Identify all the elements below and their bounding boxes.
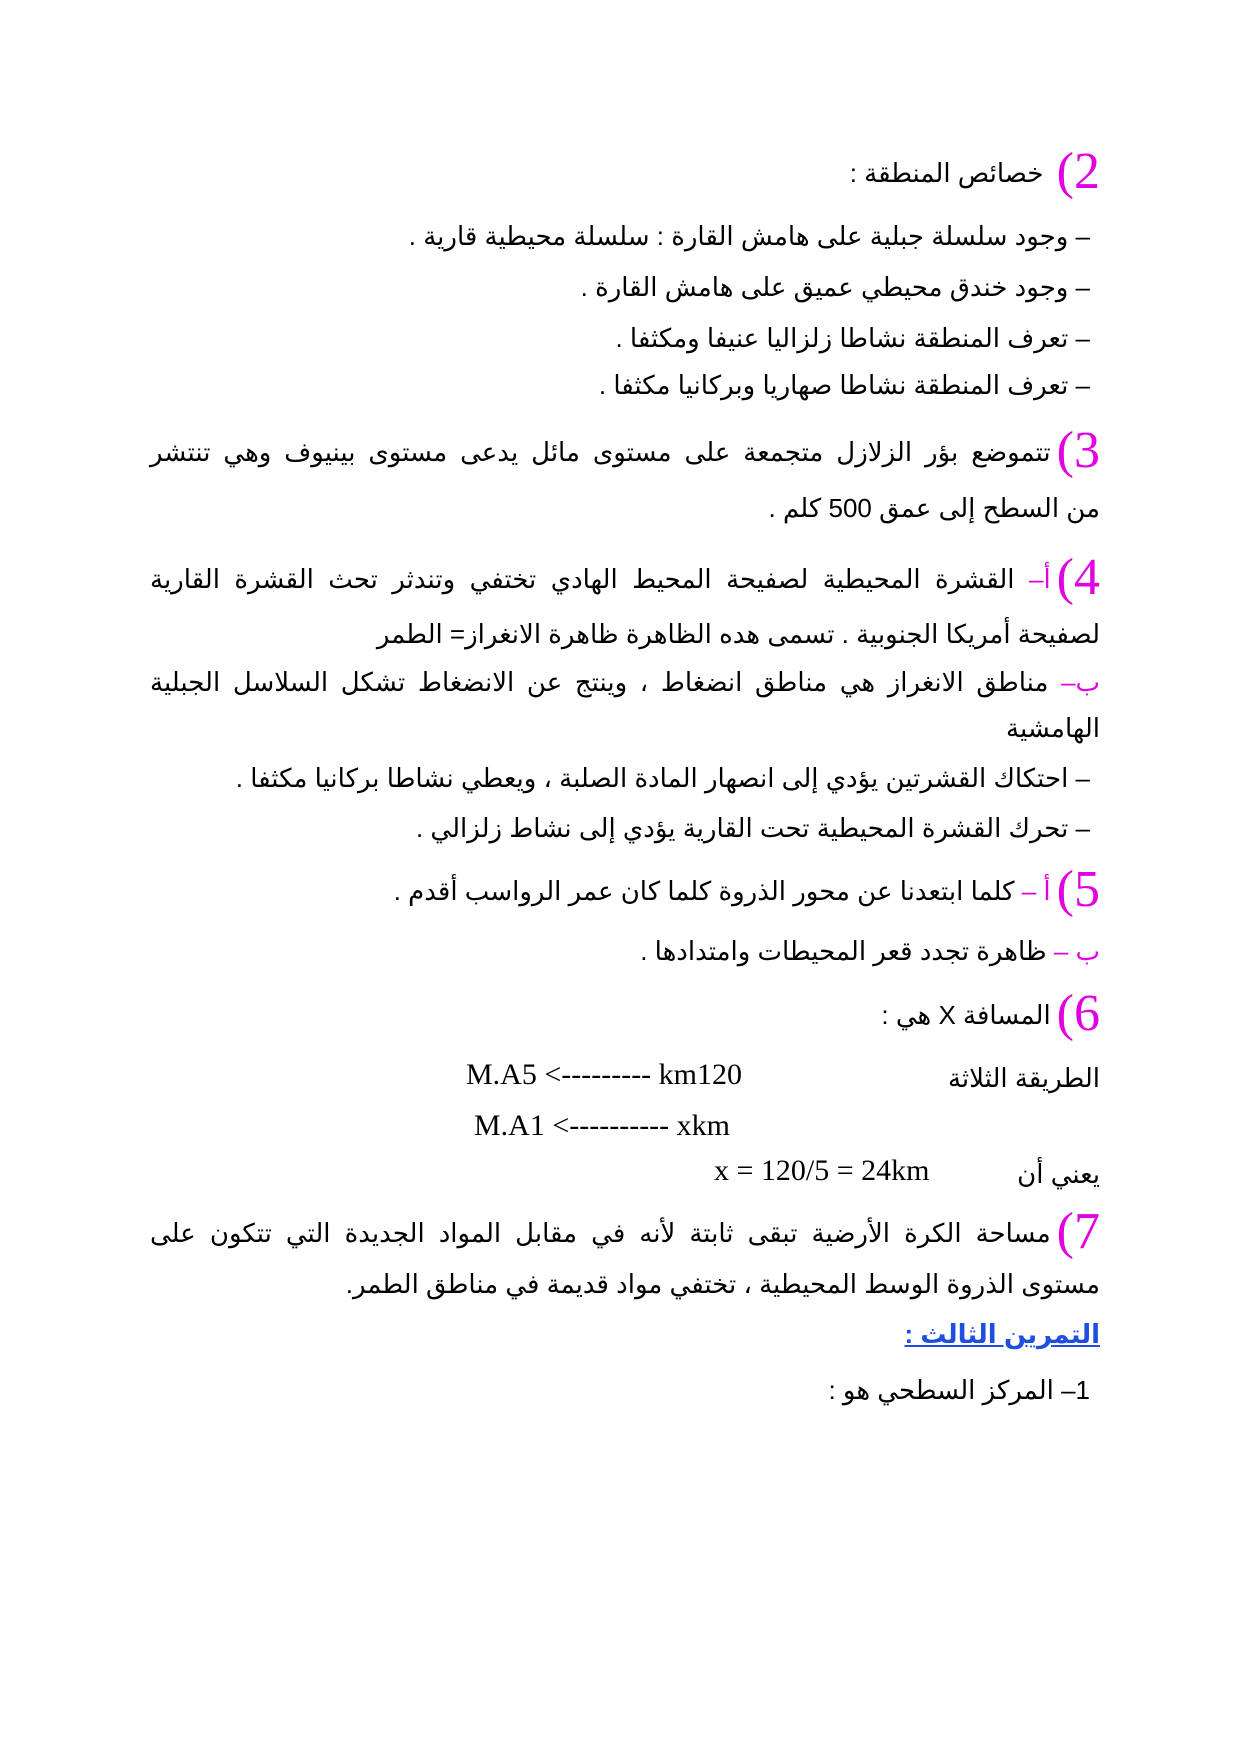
section-3-line-2: من السطح إلى عمق 500 كلم . (768, 493, 1100, 523)
section-4-b-line-1-text: مناطق الانغراز هي مناطق انضغاط ، وينتج عن الانضغاط تشكل السلاسل الجبلية (150, 667, 1049, 697)
section-5-number: 5) (1056, 861, 1100, 918)
section-5-a (393, 861, 1100, 918)
section-4-a-line-1-text: القشرة المحيطية لصفيحة المحيط الهادي تختفي وتندثر تحث القشرة القارية (150, 564, 1015, 594)
section-4-item-1: – احتكاك القشرتين يؤدي إلى انصهار المادة الصلبة ، ويعطي نشاطا بركانيا مكثفا . (235, 763, 1090, 793)
section-4-b-label: ب– (1061, 667, 1100, 697)
section-3-line-1-text: تتموضع بؤر الزلازل متجمعة على مستوى مائل يدعى مستوى بينيوف وهي تنتشر (150, 437, 1051, 467)
section-2-title (849, 143, 1100, 200)
section-6-row-2: M.A1 <---------- xkm (474, 1109, 730, 1142)
section-3-number: 3) (1056, 422, 1100, 479)
section-3-line-1 (150, 422, 1100, 479)
section-5-b-label: ب – (1053, 936, 1100, 966)
section-5-b-text: ظاهرة تجدد قعر المحيطات وامتدادها . (640, 936, 1047, 966)
section-7-line-2: مستوى الذروة الوسط المحيطية ، تختفي مواد قديمة في مناطق الطمر. (345, 1269, 1100, 1299)
section-2-item-4: – تعرف المنطقة نشاطا صهاريا وبركانيا مكثفا . (598, 370, 1090, 400)
section-2-item-3: – تعرف المنطقة نشاطا زلزاليا عنيفا ومكثفا . (615, 323, 1090, 353)
section-5-b (640, 933, 1100, 969)
section-5-a-label: أ – (1021, 876, 1051, 906)
section-6-meaning: يعني أن (1017, 1159, 1100, 1189)
section-4-a-label: أ– (1028, 564, 1051, 594)
exercise-item-1: 1– المركز السطحي هو : (828, 1375, 1090, 1405)
section-4-a-line-2: لصفيحة أمريكا الجنوبية . تسمى هده الظاهرة ظاهرة الانغراز= الطمر (376, 619, 1100, 649)
section-4-number: 4) (1056, 549, 1100, 606)
section-2-number: 2) (1056, 143, 1100, 200)
section-2-title-text: خصائص المنطقة : (849, 158, 1044, 188)
section-7-line-1-text: مساحة الكرة الأرضية تبقى ثابتة لأنه في مقابل المواد الجديدة التي تتكون على (150, 1218, 1051, 1248)
section-6-row-1: M.A5 <--------- km120 (466, 1058, 743, 1091)
section-6-method: الطريقة الثلاثة (947, 1063, 1100, 1093)
section-7-number: 7) (1056, 1203, 1100, 1260)
section-2-item-2: – وجود خندق محيطي عميق على هامش القارة . (580, 272, 1090, 302)
section-6-number: 6) (1056, 985, 1100, 1042)
section-6-title-text: المسافة X هي : (881, 1000, 1051, 1030)
section-7-line-1 (150, 1203, 1100, 1260)
section-4-b-line-1 (150, 664, 1100, 700)
section-5-a-text: كلما ابتعدنا عن محور الذروة كلما كان عمر الرواسب أقدم . (393, 876, 1015, 906)
section-6-formula: x = 120/5 = 24km (714, 1154, 930, 1187)
section-4-b-line-2: الهامشية (1006, 713, 1100, 743)
exercise-heading: التمرين الثالث : (904, 1319, 1100, 1349)
section-4-item-2: – تحرك القشرة المحيطية تحت القارية يؤدي إلى نشاط زلزالي . (415, 813, 1090, 843)
section-4-a-line-1 (150, 549, 1100, 606)
section-2-item-1: – وجود سلسلة جبلية على هامش القارة : سلسلة محيطية قارية . (408, 221, 1090, 251)
section-6-title (881, 985, 1100, 1042)
